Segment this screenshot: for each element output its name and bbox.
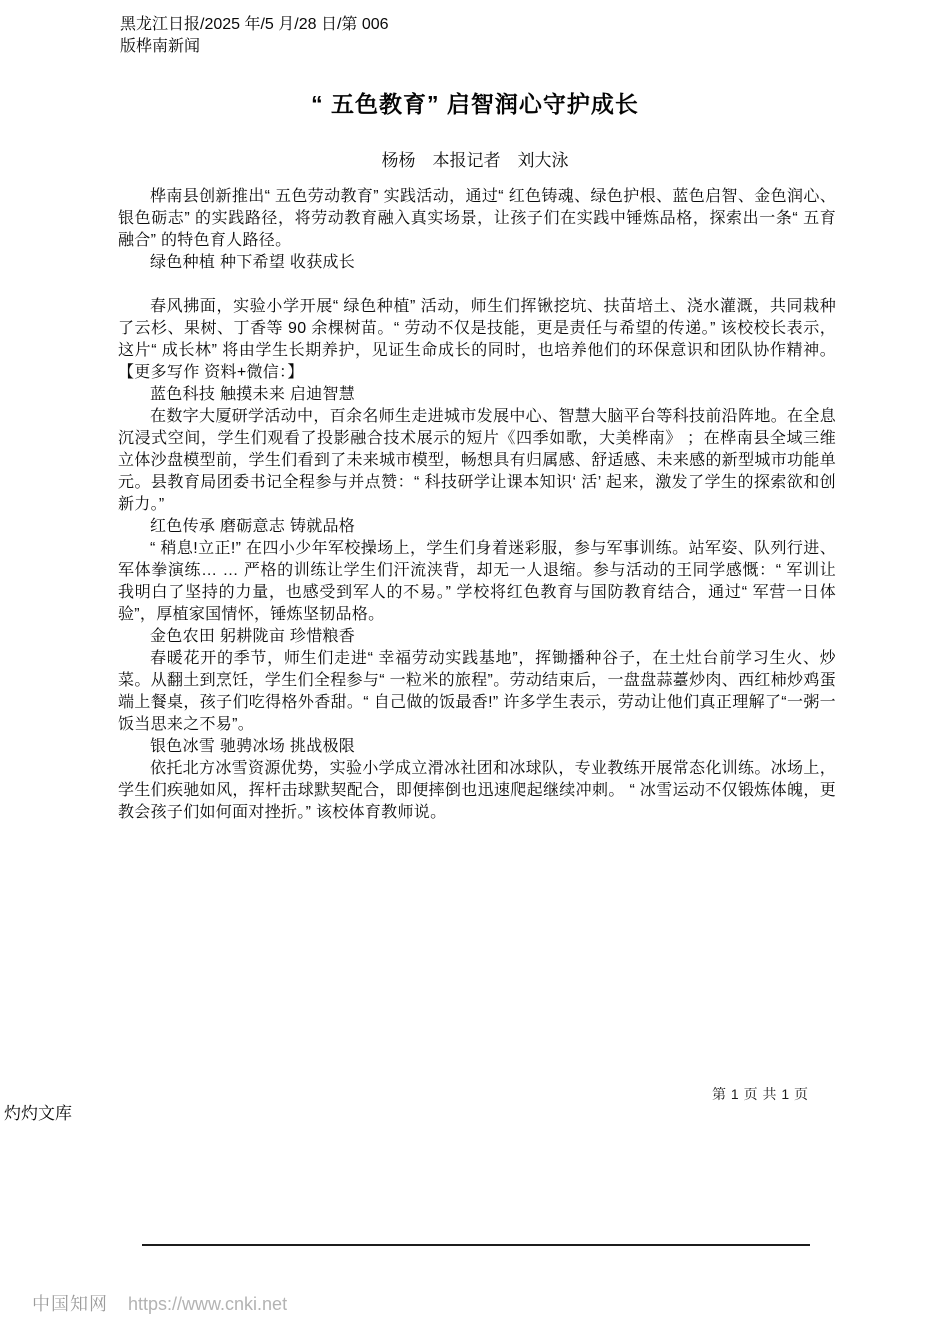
source-line-1: 黑龙江日报/2025 年/5 月/28 日/第 006 — [120, 16, 389, 33]
newspaper-source-header — [120, 14, 389, 58]
cnki-brand-label: 中国知网 — [32, 1294, 108, 1314]
article-paragraph: 春风拂面，实验小学开展“ 绿色种植” 活动，师生们挥锹挖坑、扶苗培土、浇水灌溉，共同栽种了云杉、果树、丁香等 90 余棵树苗。“ 劳动不仅是技能，更是责任与希望的传递。” 该校校长表示，这片“ 成长林” 将由学生长期养护，见证生命成长的同时，也培养他们的环保意识和团队协作精神。【更多写作 资料+微信：】 — [118, 298, 836, 381]
article-paragraph: 在数字大厦研学活动中，百余名师生走进城市发展中心、智慧大脑平台等科技前沿阵地。在全息沉浸式空间，学生们观看了投影融合技术展示的短片《四季如歌，大美桦南》 ；在桦南县全域三维立体沙盘模型前，学生们看到了未来城市模型，畅想具有归属感、舒适感、未来感的新型城市功能单元。县教育局团委书记全程参与并点赞：“ 科技研学让课本知识‘ 活’ 起来，激发了学生的探索欲和创新力。” — [118, 408, 836, 513]
article-paragraph: “ 稍息!立正!” 在四小少年军校操场上，学生们身着迷彩服，参与军事训练。站军姿、队列行进、军体拳演练… … 严格的训练让学生们汗流浃背，却无一人退缩。参与活动的王同学感慨：“ 军训让我明白了坚持的力量，也感受到军人的不易。” 学校将红色教育与国防教育结合，通过“ 军营一日体验”，厚植家国情怀，锤炼坚韧品格。 — [118, 540, 836, 623]
article-title: “ 五色教育” 启智润心守护成长 — [311, 91, 639, 117]
article-byline: 杨杨 本报记者 刘大泳 — [381, 151, 569, 170]
source-line-2: 版桦南新闻 — [120, 38, 201, 55]
section-subhead: 蓝色科技 触摸未来 启迪智慧 — [150, 386, 356, 403]
section-subhead: 绿色种植 种下希望 收获成长 — [150, 254, 356, 271]
cnki-watermark — [32, 1290, 287, 1316]
article-paragraph: 依托北方冰雪资源优势，实验小学成立滑冰社团和冰球队，专业教练开展常态化训练。冰场上，学生们疾驰如风，挥杆击球默契配合，即便摔倒也迅速爬起继续冲刺。 “ 冰雪运动不仅锻炼体魄，更教会孩子们如何面对挫折。” 该校体育教师说。 — [118, 760, 836, 821]
cnki-url-label: https://www.cnki.net — [128, 1294, 288, 1314]
page-indicator: 第 1 页 共 1 页 — [712, 1086, 809, 1102]
section-subhead: 红色传承 磨砺意志 铸就品格 — [150, 518, 356, 535]
section-subhead: 银色冰雪 驰骋冰场 挑战极限 — [150, 738, 356, 755]
footer-divider-line — [142, 1244, 810, 1246]
article-paragraph: 桦南县创新推出“ 五色劳动教育” 实践活动，通过“ 红色铸魂、绿色护根、蓝色启智、金色润心、银色砺志” 的实践路径，将劳动教育融入真实场景，让孩子们在实践中锤炼品格，探索出一条“ 五育融合” 的特色育人路径。 — [118, 188, 836, 249]
library-label: 灼灼文库 — [4, 1104, 72, 1123]
article-paragraph: 春暖花开的季节，师生们走进“ 幸福劳动实践基地”，挥锄播种谷子，在土灶台前学习生火、炒菜。从翻土到烹饪，学生们全程参与“ 一粒米的旅程”。劳动结束后，一盘盘蒜薹炒肉、西红柿炒鸡蛋端上餐桌，孩子们吃得格外香甜。“ 自己做的饭最香!” 许多学生表示，劳动让他们真正理解了“一粥一饭当思来之不易”。 — [118, 650, 836, 733]
paragraph-spacer — [118, 274, 836, 296]
section-subhead: 金色农田 躬耕陇亩 珍惜粮香 — [150, 628, 356, 645]
article-body — [118, 186, 836, 824]
